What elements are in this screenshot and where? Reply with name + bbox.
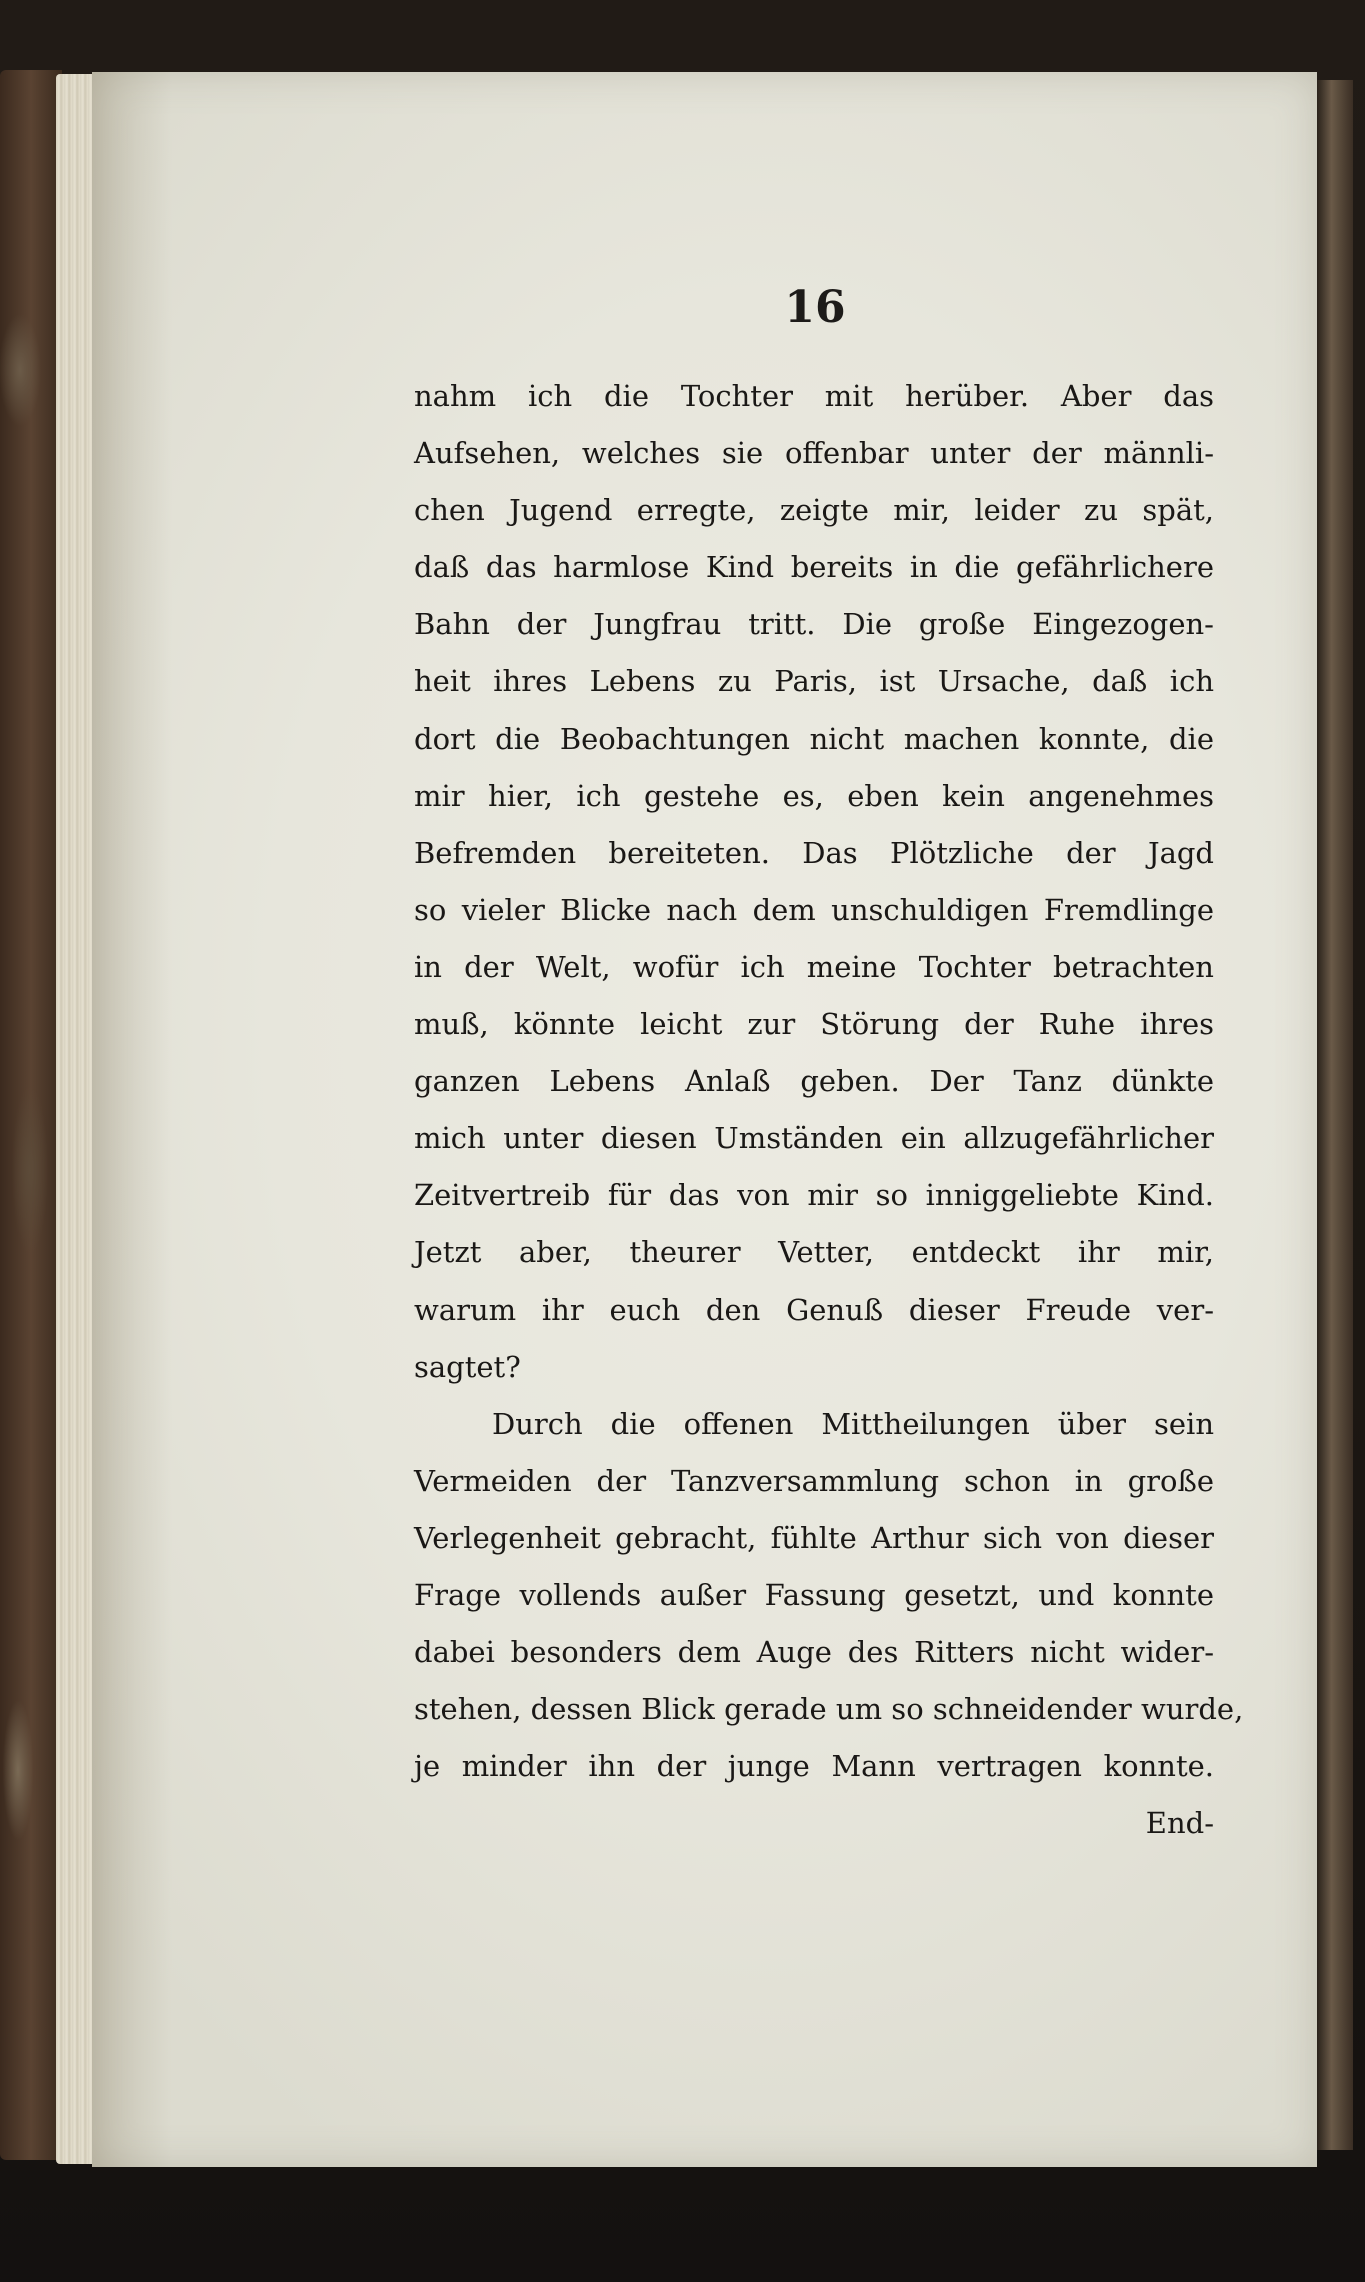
text-line: ganzen Lebens Anlaß geben. Der Tanz dünkte (414, 1064, 1214, 1099)
text-line: so vieler Blicke nach dem unschuldigen Fremdlinge (414, 892, 1214, 927)
text-line: Aufsehen, welches sie offenbar unter der männli- (414, 436, 1214, 471)
text-line: heit ihres Lebens zu Paris, ist Ursache, daß ich (414, 664, 1214, 699)
text-line: Vermeiden der Tanzversammlung schon in große (414, 1463, 1214, 1498)
text-line: nahm ich die Tochter mit herüber. Aber das (414, 379, 1214, 413)
book-right-edge (1317, 80, 1353, 2150)
text-line: dabei besonders dem Auge des Ritters nicht wider- (414, 1635, 1214, 1670)
text-line: sagtet? (414, 1349, 521, 1384)
text-line: Verlegenheit gebracht, fühlte Arthur sich von dieser (414, 1520, 1214, 1555)
page-gutter-shadow (92, 72, 172, 2167)
text-line: in der Welt, wofür ich meine Tochter betrachten (414, 949, 1214, 984)
text-line: daß das harmlose Kind bereits in die gefährlichere (414, 550, 1214, 585)
text-line: Befremden bereiteten. Das Plötzliche der Jagd (414, 835, 1214, 870)
text-line: dort die Beobachtungen nicht machen konnte, die (414, 721, 1214, 756)
catchword: End- (1145, 1806, 1214, 1841)
text-line: Zeitvertreib für das von mir so inniggeliebte Kind. (414, 1178, 1214, 1213)
page-number: 16 (784, 282, 846, 333)
text-line: muß, könnte leicht zur Störung der Ruhe ihres (414, 1007, 1214, 1042)
text-line: Frage vollends außer Fassung gesetzt, und konnte (414, 1577, 1214, 1612)
book-cover-edge (0, 70, 62, 2160)
text-line: Bahn der Jungfrau tritt. Die große Eingezogen- (414, 607, 1214, 642)
text-line: Jetzt aber, theurer Vetter, entdeckt ihr mir, (414, 1235, 1214, 1270)
text-line: warum ihr euch den Genuß dieser Freude ver- (414, 1292, 1214, 1327)
text-line: stehen, dessen Blick gerade um so schneidender wurde, (414, 1692, 1244, 1727)
text-line: je minder ihn der junge Mann vertragen konnte. (414, 1749, 1214, 1784)
paragraph-start-line: Durch die offenen Mittheilungen über sein (492, 1406, 1214, 1441)
text-line: mich unter diesen Umständen ein allzugefährlicher (414, 1121, 1214, 1156)
text-line: mir hier, ich gestehe es, eben kein angenehmes (414, 778, 1214, 813)
text-line: chen Jugend erregte, zeigte mir, leider zu spät, (414, 493, 1214, 528)
body-text (414, 368, 1244, 1852)
